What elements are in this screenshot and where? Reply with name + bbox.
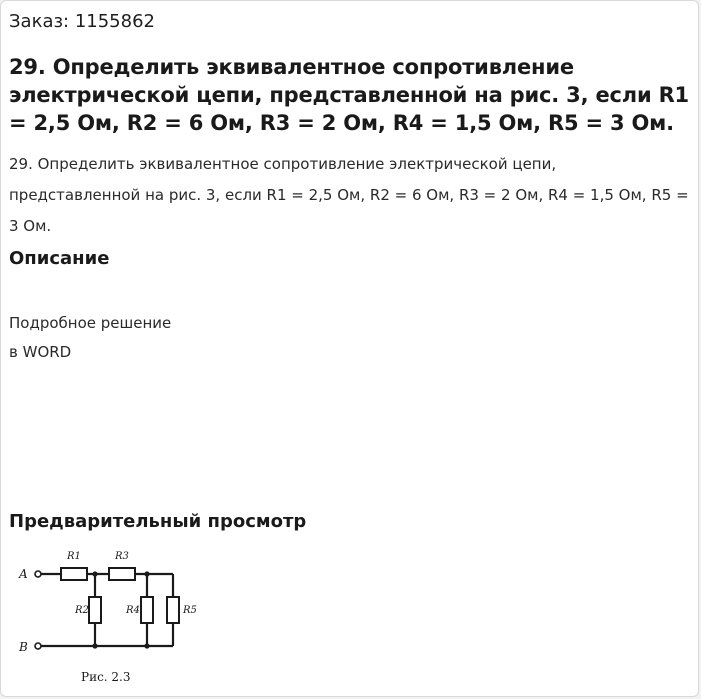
resistor-r5: [167, 597, 179, 623]
preview-heading: Предварительный просмотр: [9, 511, 307, 532]
terminal-b-label: B: [19, 640, 28, 654]
description-line-solution: Подробное решение: [9, 314, 172, 332]
terminal-a-label: A: [19, 567, 28, 581]
node-bottom-r4: [144, 643, 149, 648]
node-bottom-r2: [92, 643, 97, 648]
product-short-description: 29. Определить эквивалентное сопротивление электрической цепи, представленной на рис. 3, если R1 = 2,5 Ом, R2 = 6 Ом, R3 = 2 Ом, R4 = 1,5 Ом, R5 = 3 Ом.: [9, 155, 689, 235]
description-heading: Описание: [9, 248, 110, 269]
figure-caption: Рис. 2.3: [81, 670, 131, 684]
node-top-r4: [144, 571, 149, 576]
label-r3: R3: [115, 551, 129, 562]
terminal-b: [35, 643, 41, 649]
resistor-r1: [61, 568, 87, 580]
terminal-a: [35, 571, 41, 577]
description-line-format: в WORD: [9, 343, 72, 361]
order-number: Заказ: 1155862: [9, 11, 155, 32]
label-r2: R2: [75, 605, 89, 616]
resistor-r3: [109, 568, 135, 580]
label-r4: R4: [126, 605, 140, 616]
label-r1: R1: [67, 551, 81, 562]
resistor-r2: [89, 597, 101, 623]
resistor-r4: [141, 597, 153, 623]
node-top-r2: [92, 571, 97, 576]
label-r5: R5: [183, 605, 197, 616]
preview-image[interactable]: [9, 541, 229, 693]
circuit-diagram: [9, 541, 229, 693]
product-title: 29. Определить эквивалентное сопротивление электрической цепи, представленной на рис. 3, если R1 = 2,5 Ом, R2 = 6 Ом, R3 = 2 Ом, R4 = 1,5 Ом, R5 = 3 Ом.: [9, 55, 689, 135]
